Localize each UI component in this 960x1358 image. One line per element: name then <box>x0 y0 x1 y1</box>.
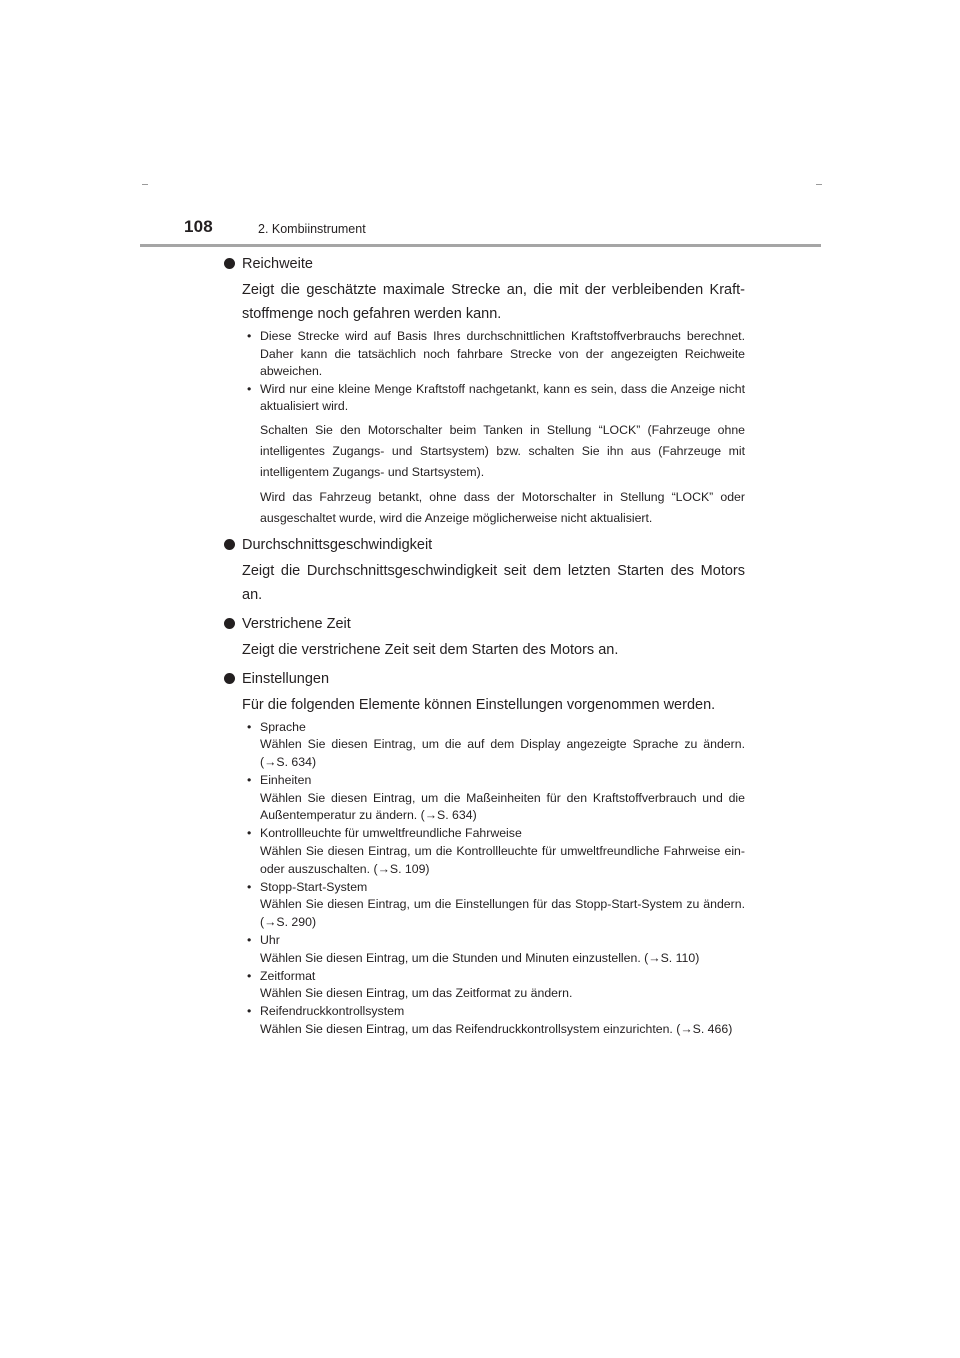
setting-name: • Sprache <box>260 719 306 734</box>
section-title: Verstrichene Zeit <box>242 615 351 632</box>
setting-item-kontrollleuchte <box>242 825 745 878</box>
setting-name: • Reifendruckkontrollsystem <box>260 1004 405 1019</box>
section-heading-verstrichene-zeit <box>222 614 745 634</box>
notes-list <box>222 328 745 529</box>
bullet-dot-icon <box>224 539 235 550</box>
setting-description: Wählen Sie diesen Eintrag, um die Einstellungen für das Stopp-Start-System zu ändern. (→S. 290) <box>260 897 745 930</box>
page-header <box>0 0 960 250</box>
setting-description: Wählen Sie diesen Eintrag, um die Kontrollleuchte für umweltfreundliche Fahrweise ein- oder auszuschalten. (→S. 109) <box>260 844 745 876</box>
note-item <box>242 328 745 381</box>
section-title: Durchschnittsgeschwindigkeit <box>242 536 433 553</box>
section-title: Einstellungen <box>242 670 330 687</box>
section-heading-einstellungen <box>222 669 745 689</box>
page-number: 108 <box>184 217 213 236</box>
setting-item-stopp-start-system <box>242 879 745 932</box>
setting-description: Wählen Sie diesen Eintrag, um das Zeitformat zu ändern. <box>260 986 573 1001</box>
setting-name: • Zeitformat <box>260 968 316 983</box>
setting-item-sprache <box>242 719 745 772</box>
setting-description: Wählen Sie diesen Eintrag, um die Maßeinheiten für den Kraftstoffverbrauch und die Außentemperatur zu ändern. (→S. 634) <box>260 790 745 823</box>
section-heading-reichweite <box>222 254 745 274</box>
section-description: Zeigt die Durchschnittsgeschwindigkeit seit dem letzten Starten des Motors an. <box>242 562 745 603</box>
chapter-title: 2. Kombiinstrument <box>258 222 366 236</box>
section-heading-durchschnittsgeschwindigkeit <box>222 535 745 555</box>
page-content <box>222 254 745 1039</box>
header-rule <box>140 244 821 247</box>
section-description: Zeigt die geschätzte maximale Strecke an, die mit der verbleibenden Kraftstoffmenge noch gefahren werden kann. <box>242 282 745 322</box>
bullet-dot-icon <box>224 673 235 684</box>
section-title: Reichweite <box>242 256 313 272</box>
settings-list <box>222 719 745 1039</box>
note-paragraph: Schalten Sie den Motorschalter beim Tanken in Stellung “LOCK” (Fahrzeuge ohne intelligentes Zugangs- und Startsystem) bzw. schalten Sie ihn aus (Fahrzeuge mit intelligentem Zugangs- und Startsystem). <box>260 422 745 479</box>
setting-item-uhr <box>242 932 745 968</box>
setting-item-zeitformat <box>242 968 745 1004</box>
setting-name: • Kontrollleuchte für umweltfreundliche Fahrweise <box>260 826 522 841</box>
setting-item-einheiten <box>242 772 745 825</box>
note-item <box>242 381 745 529</box>
setting-description: Wählen Sie diesen Eintrag, um das Reifendruckkontrollsystem einzurichten. (→S. 466) <box>260 1022 733 1037</box>
setting-description: Wählen Sie diesen Eintrag, um die Stunden und Minuten einzustellen. (→S. 110) <box>260 950 700 965</box>
setting-name: • Uhr <box>260 933 280 948</box>
setting-description: Wählen Sie diesen Eintrag, um die auf dem Display angezeigte Sprache zu ändern. (→S. 634) <box>260 737 745 770</box>
note-paragraph: Wird das Fahrzeug betankt, ohne dass der Motorschalter in Stellung “LOCK” oder ausgeschaltet wurde, wird die Anzeige möglicherweise nicht aktualisiert. <box>260 489 745 525</box>
setting-name: • Einheiten <box>260 772 312 787</box>
bullet-dot-icon <box>224 258 235 269</box>
setting-name: • Stopp-Start-System <box>260 879 368 894</box>
note-text: Diese Strecke wird auf Basis Ihres durchschnittlichen Kraftstoffverbrauchs berechnet. Daher kann die tatsächlich noch fahrbare Strecke von der angezeigten Reichweite abweichen. <box>260 329 745 378</box>
bullet-dot-icon <box>224 618 235 629</box>
section-description: Zeigt die verstrichene Zeit seit dem Starten des Motors an. <box>242 641 619 658</box>
note-text: Wird nur eine kleine Menge Kraftstoff nachgetankt, kann es sein, dass die Anzeige nicht aktualisiert wird. <box>260 381 745 413</box>
section-description: Für die folgenden Elemente können Einstellungen vorgenommen werden. <box>242 696 716 713</box>
setting-item-reifendruckkontrollsystem <box>242 1003 745 1039</box>
